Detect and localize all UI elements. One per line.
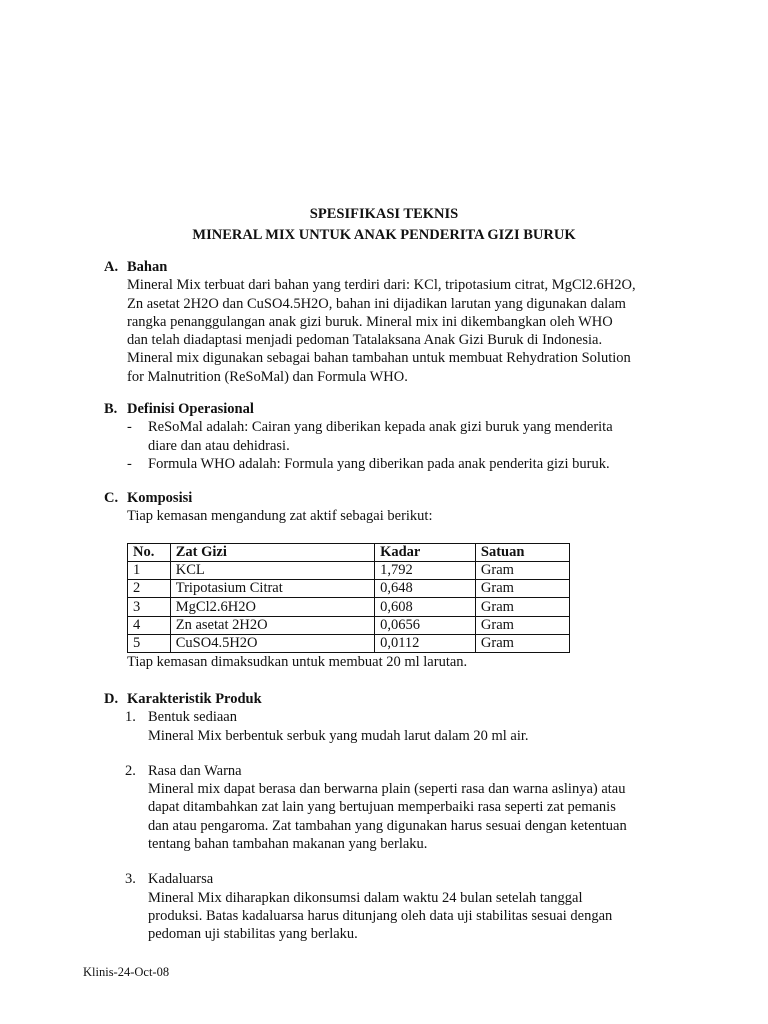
bullet-text	[148, 418, 656, 455]
table-cell: Gram	[475, 635, 569, 653]
table-cell: KCL	[170, 561, 374, 579]
item-title: Rasa dan Warna	[148, 762, 242, 779]
text-line: Mineral Mix berbentuk serbuk yang mudah larut dalam 20 ml air.	[148, 727, 529, 744]
section-letter: C.	[104, 490, 119, 506]
table-cell: Tripotasium Citrat	[170, 580, 374, 598]
table-row	[128, 580, 570, 598]
text-line: pedoman uji stabilitas yang berlaku.	[148, 926, 358, 943]
section-heading	[104, 489, 656, 507]
section-intro: Tiap kemasan mengandung zat aktif sebagai berikut:	[127, 508, 433, 525]
text-line: produksi. Batas kadaluarsa harus ditunjang oleh data uji stabilitas sesuai dengan	[148, 907, 613, 924]
composition-table	[127, 543, 570, 654]
bullet-dash: -	[127, 455, 132, 472]
section-karakteristik	[104, 690, 656, 944]
table-cell: Zn asetat 2H2O	[170, 616, 374, 634]
section-letter: D.	[104, 691, 119, 707]
table-cell: CuSO4.5H2O	[170, 635, 374, 653]
table-row	[128, 598, 570, 616]
column-header: Kadar	[375, 543, 476, 561]
table-cell: MgCl2.6H2O	[170, 598, 374, 616]
item-body	[148, 780, 656, 853]
text-line: dan telah diadaptasi menjadi pedoman Tatalaksana Anak Gizi Buruk di Indonesia.	[127, 332, 603, 349]
text-line: dan atau pengaroma. Zat tambahan yang digunakan harus sesuai dengan ketentuan	[148, 817, 627, 834]
item-title: Kadaluarsa	[148, 871, 214, 888]
text-line: tentang bahan tambahan makanan yang berlaku.	[148, 836, 428, 853]
table-cell: 0,648	[375, 580, 476, 598]
numbered-list	[125, 708, 656, 943]
list-item	[125, 762, 656, 780]
section-body	[127, 276, 656, 386]
table-cell: 0,0112	[375, 635, 476, 653]
section-letter: A.	[104, 259, 119, 275]
table-note: Tiap kemasan dimaksudkan untuk membuat 20 ml larutan.	[127, 654, 468, 671]
page-footer: Klinis-24-Oct-08	[83, 965, 170, 979]
table-cell: Gram	[475, 598, 569, 616]
table-cell: Gram	[475, 561, 569, 579]
document-title	[0, 205, 768, 247]
section-heading	[104, 690, 656, 708]
title-line-2: MINERAL MIX UNTUK ANAK PENDERITA GIZI BURUK	[192, 227, 576, 243]
text-line: for Malnutrition (ReSoMal) dan Formula WHO.	[127, 368, 408, 385]
table-cell: 0,608	[375, 598, 476, 616]
column-header: No.	[128, 543, 171, 561]
list-item	[125, 708, 656, 726]
section-heading	[104, 258, 656, 276]
column-header: Zat Gizi	[170, 543, 374, 561]
bullet-text	[148, 455, 656, 473]
column-header: Satuan	[475, 543, 569, 561]
title-line-1: SPESIFIKASI TEKNIS	[309, 206, 459, 222]
section-definisi	[104, 400, 656, 473]
table-cell: 5	[128, 635, 171, 653]
section-title: Komposisi	[127, 490, 193, 506]
table-cell: Gram	[475, 580, 569, 598]
text-line: Mineral Mix diharapkan dikonsumsi dalam waktu 24 bulan setelah tanggal	[148, 889, 583, 906]
text-line: dapat ditambahkan zat lain yang bertujuan memperbaiki rasa seperti zat pemanis	[148, 799, 616, 816]
table-header-row	[128, 543, 570, 561]
item-body	[148, 889, 656, 944]
item-number: 1.	[125, 709, 136, 726]
text-line: diare dan atau dehidrasi.	[148, 437, 290, 454]
table-row	[128, 561, 570, 579]
text-line: Mineral Mix terbuat dari bahan yang terdiri dari: KCl, tripotasium citrat, MgCl2.6H2O,	[127, 277, 636, 294]
section-heading	[104, 400, 656, 418]
table-cell: 1	[128, 561, 171, 579]
table-row	[128, 616, 570, 634]
section-body	[127, 418, 656, 473]
table-cell: Gram	[475, 616, 569, 634]
item-body	[148, 727, 656, 745]
table-cell: 2	[128, 580, 171, 598]
table-cell: 3	[128, 598, 171, 616]
section-bahan	[104, 258, 656, 386]
section-komposisi	[104, 489, 656, 672]
section-title: Bahan	[127, 259, 168, 275]
text-line: ReSoMal adalah: Cairan yang diberikan kepada anak gizi buruk yang menderita	[148, 419, 613, 436]
text-line: Zn asetat 2H2O dan CuSO4.5H2O, bahan ini dijadikan larutan yang digunakan dalam	[127, 295, 626, 312]
item-number: 3.	[125, 871, 136, 888]
list-item	[127, 455, 656, 473]
section-letter: B.	[104, 401, 118, 417]
item-title: Bentuk sediaan	[148, 709, 237, 726]
list-item	[127, 418, 656, 455]
list-item	[125, 870, 656, 888]
text-line: Mineral mix digunakan sebagai bahan tambahan untuk membuat Rehydration Solution	[127, 350, 631, 367]
table-cell: 0,0656	[375, 616, 476, 634]
section-title: Karakteristik Produk	[127, 691, 262, 707]
table-cell: 4	[128, 616, 171, 634]
table-cell: 1,792	[375, 561, 476, 579]
text-line: rangka penanggulangan anak gizi buruk. Mineral mix ini dikembangkan oleh WHO	[127, 313, 613, 330]
item-number: 2.	[125, 762, 136, 779]
section-title: Definisi Operasional	[127, 401, 254, 417]
text-line: Formula WHO adalah: Formula yang diberikan pada anak penderita gizi buruk.	[148, 455, 610, 472]
table-row	[128, 635, 570, 653]
text-line: Mineral mix dapat berasa dan berwarna plain (seperti rasa dan warna aslinya) atau	[148, 781, 626, 798]
bullet-dash: -	[127, 419, 132, 436]
